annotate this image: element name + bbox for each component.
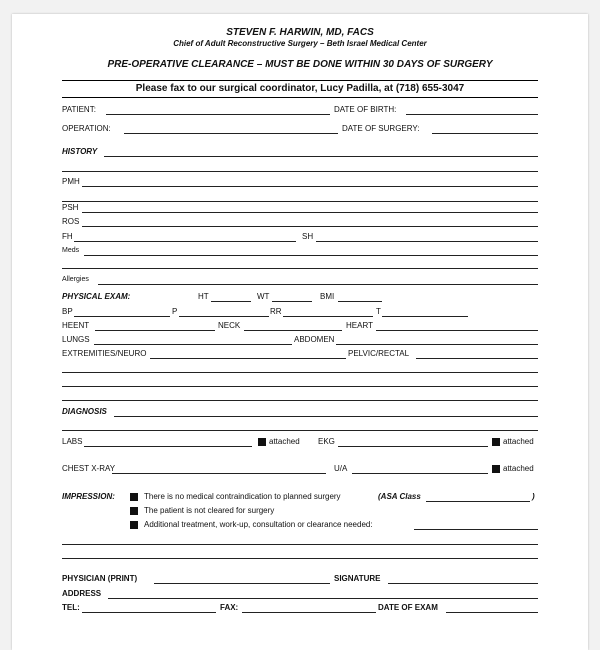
ua-attached-checkbox[interactable]	[492, 465, 500, 473]
history-label: HISTORY	[62, 147, 98, 156]
extremities-label: EXTREMITIES/NEURO	[62, 349, 147, 358]
labs-label: LABS	[62, 437, 83, 446]
physical-exam-label: PHYSICAL EXAM:	[62, 292, 131, 301]
abdomen-label: ABDOMEN	[294, 335, 335, 344]
signature-field[interactable]	[388, 583, 538, 584]
no-contraindication-checkbox[interactable]	[130, 493, 138, 501]
tel-label: TEL:	[62, 603, 80, 612]
allergies-field[interactable]	[98, 284, 538, 285]
lungs-label: LUNGS	[62, 335, 90, 344]
no-contraindication-label: There is no medical contraindication to planned surgery	[144, 492, 341, 501]
address-field[interactable]	[108, 598, 538, 599]
neck-label: NECK	[218, 321, 241, 330]
not-cleared-label: The patient is not cleared for surgery	[144, 506, 275, 515]
chest-xray-label: CHEST X-RAY	[62, 464, 116, 473]
not-cleared-checkbox[interactable]	[130, 507, 138, 515]
meds-label: Meds	[62, 247, 80, 254]
pelvic-rectal-field[interactable]	[416, 358, 538, 359]
wt-field[interactable]	[272, 301, 312, 302]
exam-line[interactable]	[62, 400, 538, 401]
dob-label: DATE OF BIRTH:	[334, 105, 397, 114]
ht-field[interactable]	[211, 301, 251, 302]
date-of-surgery-label: DATE OF SURGERY:	[342, 124, 420, 133]
wt-label: WT	[257, 292, 270, 301]
history-field[interactable]	[104, 156, 538, 157]
ua-field[interactable]	[352, 473, 488, 474]
abdomen-field[interactable]	[336, 344, 538, 345]
ua-label: U/A	[334, 464, 348, 473]
diagnosis-label: DIAGNOSIS	[62, 407, 107, 416]
form-page	[12, 14, 588, 650]
patient-label: PATIENT:	[62, 105, 96, 114]
psh-field[interactable]	[82, 212, 538, 213]
asa-class-close: )	[532, 492, 535, 501]
pmh-field[interactable]	[82, 186, 538, 187]
doctor-title: Chief of Adult Reconstructive Surgery – Beth Israel Medical Center	[173, 39, 427, 48]
meds-line[interactable]	[62, 268, 538, 269]
ekg-label: EKG	[318, 437, 335, 446]
pelvic-rectal-label: PELVIC/RECTAL	[348, 349, 410, 358]
signature-label: SIGNATURE	[334, 574, 381, 583]
form-title: PRE-OPERATIVE CLEARANCE – MUST BE DONE WITHIN 30 DAYS OF SURGERY	[107, 59, 493, 70]
labs-field[interactable]	[84, 446, 252, 447]
fax-label: FAX:	[220, 603, 239, 612]
ekg-field[interactable]	[338, 446, 488, 447]
operation-label: OPERATION:	[62, 124, 111, 133]
fh-field[interactable]	[74, 241, 296, 242]
fh-label: FH	[62, 232, 73, 241]
heart-label: HEART	[346, 321, 373, 330]
rr-label: RR	[270, 307, 282, 316]
additional-treatment-checkbox[interactable]	[130, 521, 138, 529]
allergies-label: Allergies	[62, 276, 89, 283]
heart-field[interactable]	[376, 330, 538, 331]
labs-attached-label: attached	[269, 437, 300, 446]
additional-treatment-field[interactable]	[414, 529, 538, 530]
patient-field[interactable]	[106, 114, 330, 115]
heent-label: HEENT	[62, 321, 90, 330]
ros-field[interactable]	[82, 226, 538, 227]
ros-label: ROS	[62, 217, 80, 226]
ht-label: HT	[198, 292, 209, 301]
impression-line[interactable]	[62, 558, 538, 559]
impression-label: IMPRESSION:	[62, 492, 115, 501]
p-field[interactable]	[179, 316, 269, 317]
extremities-field[interactable]	[150, 358, 346, 359]
fax-note-box	[62, 80, 538, 98]
history-line[interactable]	[62, 171, 538, 172]
physician-field[interactable]	[154, 583, 330, 584]
ua-attached-label: attached	[503, 464, 534, 473]
bp-label: BP	[62, 307, 73, 316]
date-of-surgery-field[interactable]	[432, 133, 538, 134]
pmh-label: PMH	[62, 177, 80, 186]
p-label: P	[172, 307, 178, 316]
physician-label: PHYSICIAN (PRINT)	[62, 574, 138, 583]
address-label: ADDRESS	[62, 589, 102, 598]
asa-class-label: (ASA Class	[378, 492, 421, 501]
exam-line[interactable]	[62, 372, 538, 373]
lungs-field[interactable]	[94, 344, 292, 345]
dob-field[interactable]	[406, 114, 538, 115]
date-of-exam-field[interactable]	[446, 612, 538, 613]
neck-field[interactable]	[244, 330, 342, 331]
impression-line[interactable]	[62, 544, 538, 545]
psh-label: PSH	[62, 203, 79, 212]
bp-field[interactable]	[74, 316, 170, 317]
fax-field[interactable]	[242, 612, 376, 613]
doctor-name: STEVEN F. HARWIN, MD, FACS	[226, 27, 374, 38]
labs-attached-checkbox[interactable]	[258, 438, 266, 446]
sh-field[interactable]	[316, 241, 538, 242]
operation-field[interactable]	[124, 133, 338, 134]
t-field[interactable]	[382, 316, 468, 317]
bmi-label: BMI	[320, 292, 335, 301]
sh-label: SH	[302, 232, 314, 241]
exam-line[interactable]	[62, 386, 538, 387]
fax-note: Please fax to our surgical coordinator, Lucy Padilla, at (718) 655-3047	[135, 83, 465, 94]
diagnosis-line[interactable]	[62, 430, 538, 431]
diagnosis-field[interactable]	[114, 416, 538, 417]
asa-class-field[interactable]	[426, 501, 530, 502]
date-of-exam-label: DATE OF EXAM	[378, 603, 438, 612]
tel-field[interactable]	[82, 612, 216, 613]
ekg-attached-checkbox[interactable]	[492, 438, 500, 446]
t-label: T	[376, 307, 381, 316]
additional-treatment-label: Additional treatment, work-up, consultation or clearance needed:	[144, 520, 373, 529]
ekg-attached-label: attached	[503, 437, 534, 446]
heent-field[interactable]	[95, 330, 215, 331]
pmh-line[interactable]	[62, 201, 538, 202]
bmi-field[interactable]	[338, 301, 382, 302]
chest-xray-field[interactable]	[112, 473, 326, 474]
meds-field[interactable]	[84, 255, 538, 256]
rr-field[interactable]	[283, 316, 373, 317]
